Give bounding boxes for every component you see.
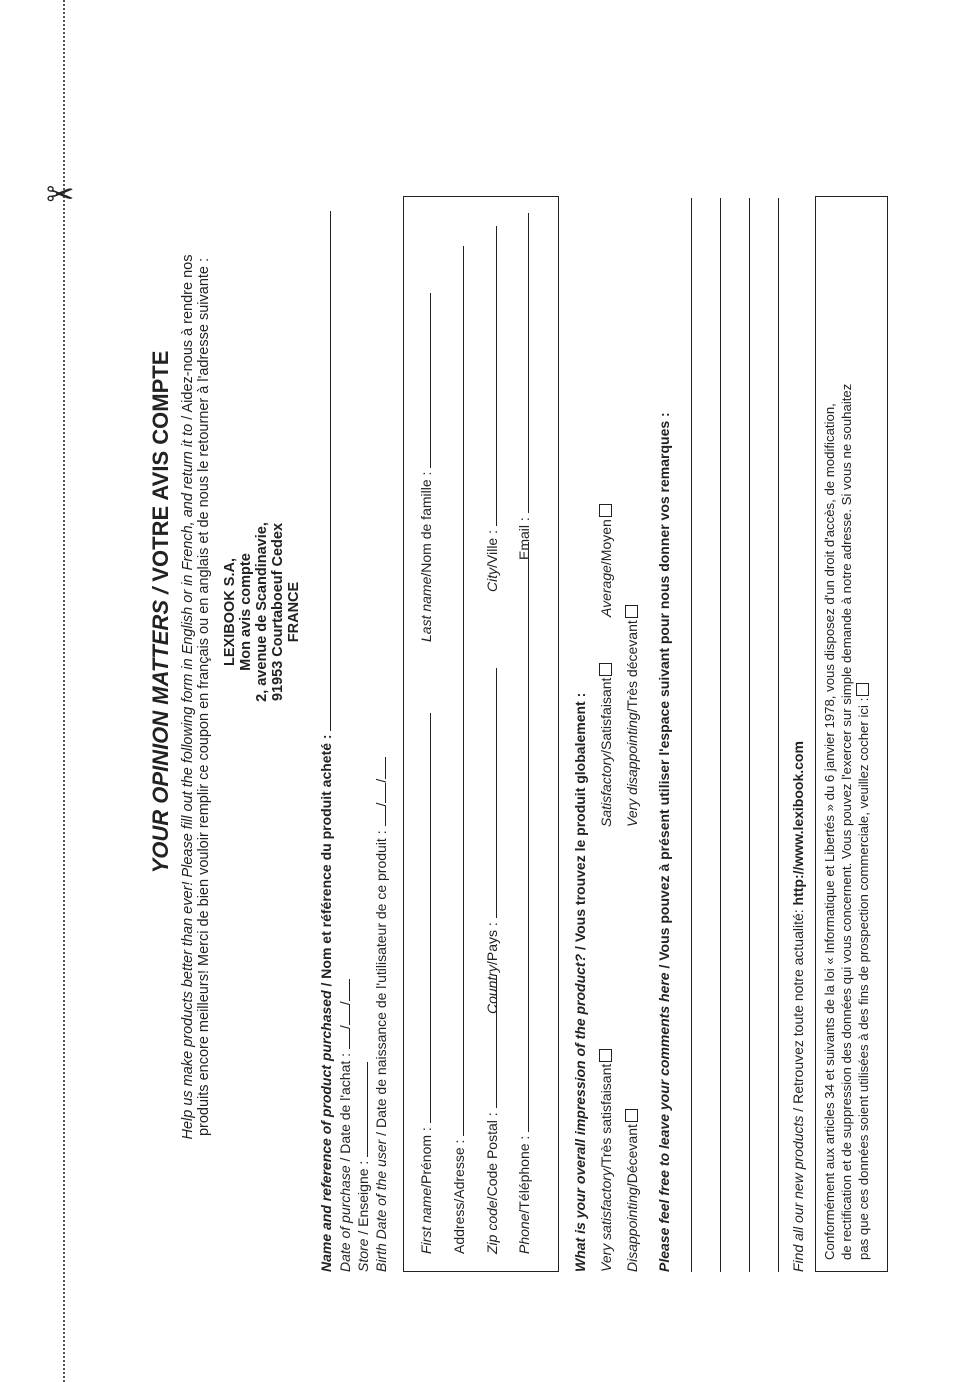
- legal-line-3: pas que ces données soient utilisées à des fins de prospection commerciale, veuillez cocher ici :: [856, 697, 871, 1260]
- help-line1-fr: / Aidez-nous à rendre nos: [180, 254, 196, 424]
- website-label-fr: / Retrouvez toute notre actualité:: [790, 905, 806, 1116]
- satisfactory-checkbox[interactable]: [599, 663, 612, 676]
- address-field[interactable]: [451, 246, 464, 1136]
- product-name-label-fr: / Nom et référence du produit acheté :: [318, 734, 334, 991]
- birth-sep-1: /: [373, 802, 389, 807]
- birth-year-field[interactable]: [373, 757, 386, 779]
- comment-line[interactable]: [749, 198, 750, 1272]
- option-label-en: Very disappointing: [624, 712, 640, 827]
- return-address: [222, 212, 302, 1012]
- website-link[interactable]: http://www.lexibook.com: [790, 741, 806, 906]
- opt-out-checkbox[interactable]: [856, 683, 869, 696]
- city-row: [484, 226, 500, 592]
- scissors-icon: ✂: [46, 175, 75, 215]
- date-sep-2: /: [337, 1001, 353, 1006]
- comments-prompt: [656, 412, 672, 1272]
- comments-prompt-fr: / Vous pouvez à présent utiliser l'espace suivant pour nous donner vos remarques :: [656, 412, 672, 973]
- birth-sep-2: /: [373, 778, 389, 783]
- option-satisfactory: [598, 663, 614, 827]
- country-field[interactable]: [484, 668, 497, 918]
- option-label-en: Satisfactory: [598, 753, 614, 827]
- option-label-fr: /Décevant: [624, 1124, 640, 1188]
- option-average: [598, 504, 614, 617]
- option-very-satisfactory: [598, 1049, 614, 1272]
- zip-label-en: Zip code: [484, 1200, 500, 1254]
- very-satisfactory-checkbox[interactable]: [599, 1049, 612, 1062]
- last-name-row: [418, 293, 434, 642]
- last-name-label-fr: /Nom de famille :: [418, 471, 434, 577]
- option-label-en: Very satisfactory: [598, 1169, 614, 1272]
- option-label-fr: /Moyen: [598, 519, 614, 566]
- help-text: [180, 217, 212, 1177]
- date-sep-1: /: [337, 1025, 353, 1030]
- store-label-fr: / Enseigne :: [355, 1160, 371, 1239]
- legal-text: [821, 384, 872, 1260]
- store-row: [355, 1062, 371, 1272]
- comments-prompt-en: Please feel free to leave your comments here: [656, 972, 672, 1272]
- legal-line-2: de rectification et de suppression des données qui vous concernent. Vous pouvez l'exercer sur simple demande à notre adresse. Si vous ne souhaitez: [839, 383, 854, 1260]
- phone-label-en: Phone: [516, 1213, 532, 1254]
- title-en: YOUR OPINION MATTERS: [148, 600, 173, 874]
- option-label-fr: /Satisfaisant: [598, 677, 614, 754]
- phone-row: [516, 542, 532, 1254]
- title-fr: VOTRE AVIS COMPTE: [148, 350, 173, 582]
- address-label: Address/Adresse :: [451, 1139, 467, 1254]
- product-name-label-en: Name and reference of product purchased: [318, 990, 334, 1272]
- birth-day-field[interactable]: [373, 807, 386, 827]
- city-label-fr: /Ville :: [484, 530, 500, 568]
- purchase-date-row: [337, 979, 353, 1272]
- comment-line[interactable]: [778, 198, 779, 1272]
- option-label-en: Average: [598, 565, 614, 617]
- address-dept: Mon avis compte: [238, 553, 254, 671]
- last-name-label-en: Last name: [418, 576, 434, 642]
- disappointing-checkbox[interactable]: [625, 1109, 638, 1122]
- email-label: Email :: [516, 517, 532, 560]
- purchase-date-label-fr: / Date de l'achat :: [337, 1052, 353, 1166]
- zip-row: [484, 976, 500, 1254]
- first-name-field[interactable]: [418, 713, 431, 1123]
- website-row: [790, 741, 806, 1272]
- country-row: [484, 668, 500, 1014]
- legal-line-3-row: [855, 384, 872, 1260]
- help-line1-en: Help us make products better than ever! Please fill out the following form in English or in French, and return it to: [180, 423, 196, 1140]
- first-name-label-fr: /Prénom :: [418, 1127, 434, 1188]
- first-name-row: [418, 713, 434, 1254]
- city-label-en: City: [484, 567, 500, 592]
- store-field[interactable]: [355, 1062, 368, 1157]
- purchase-day-field[interactable]: [337, 1029, 350, 1049]
- birth-date-label-fr: / Date de naissance de l'utilisateur de ce produit :: [373, 830, 389, 1140]
- help-line2: produits encore meilleurs! Merci de bien vouloir remplir ce coupon en français ou en anglais et de nous le retourner à l'adresse suivante :: [196, 257, 212, 1137]
- impression-question: [572, 693, 588, 1272]
- website-label-en: Find all our new products: [790, 1115, 806, 1272]
- option-label-fr: /Très décevant: [624, 620, 640, 713]
- product-name-field[interactable]: [318, 211, 331, 731]
- legal-line-1: Conformément aux articles 34 et suivants de la loi « Informatique et Libertés » du 6 janvier 1978, vous disposez d'un droit d'accès, de modification,: [822, 403, 837, 1260]
- very-disappointing-checkbox[interactable]: [625, 605, 638, 618]
- phone-field[interactable]: [516, 542, 529, 1132]
- email-field[interactable]: [516, 213, 529, 513]
- store-label-en: Store: [355, 1238, 371, 1272]
- birth-month-field[interactable]: [373, 783, 386, 803]
- birth-date-row: [373, 757, 389, 1272]
- address-row: [451, 246, 467, 1254]
- purchase-year-field[interactable]: [337, 979, 350, 1001]
- option-disappointing: [624, 1109, 640, 1272]
- average-checkbox[interactable]: [599, 504, 612, 517]
- address-company: LEXIBOOK S.A,: [222, 558, 238, 666]
- option-very-disappointing: [624, 605, 640, 827]
- impression-question-en: What is your overall impression of the product?: [572, 953, 588, 1272]
- country-label-en: Country: [484, 964, 500, 1014]
- birth-date-label-en: Birth Date of the user: [373, 1139, 389, 1272]
- city-field[interactable]: [484, 226, 497, 526]
- purchase-date-label-en: Date of purchase: [337, 1165, 353, 1272]
- address-country: FRANCE: [286, 581, 302, 643]
- first-name-label-en: First name: [418, 1187, 434, 1254]
- option-label-en: Disappointing: [624, 1187, 640, 1272]
- impression-question-fr: / Vous trouvez le produit globalement :: [572, 692, 588, 954]
- purchase-month-field[interactable]: [337, 1005, 350, 1025]
- option-label-fr: /Très satisfaisant: [598, 1063, 614, 1170]
- address-city: 91953 Courtaboeuf Cedex: [270, 522, 286, 702]
- phone-label-fr: /Téléphone :: [516, 1135, 532, 1214]
- title-sep: /: [148, 581, 173, 600]
- product-name-row: [318, 211, 334, 1272]
- email-row: [516, 213, 532, 560]
- last-name-field[interactable]: [418, 293, 431, 468]
- comment-line[interactable]: [720, 198, 721, 1272]
- zip-label-fr: /Code Postal :: [484, 1112, 500, 1201]
- country-label-fr: /Pays :: [484, 922, 500, 965]
- comment-line[interactable]: [691, 198, 692, 1272]
- form-title: [148, 212, 174, 1012]
- address-street: 2, avenue de Scandinavie,: [254, 522, 270, 702]
